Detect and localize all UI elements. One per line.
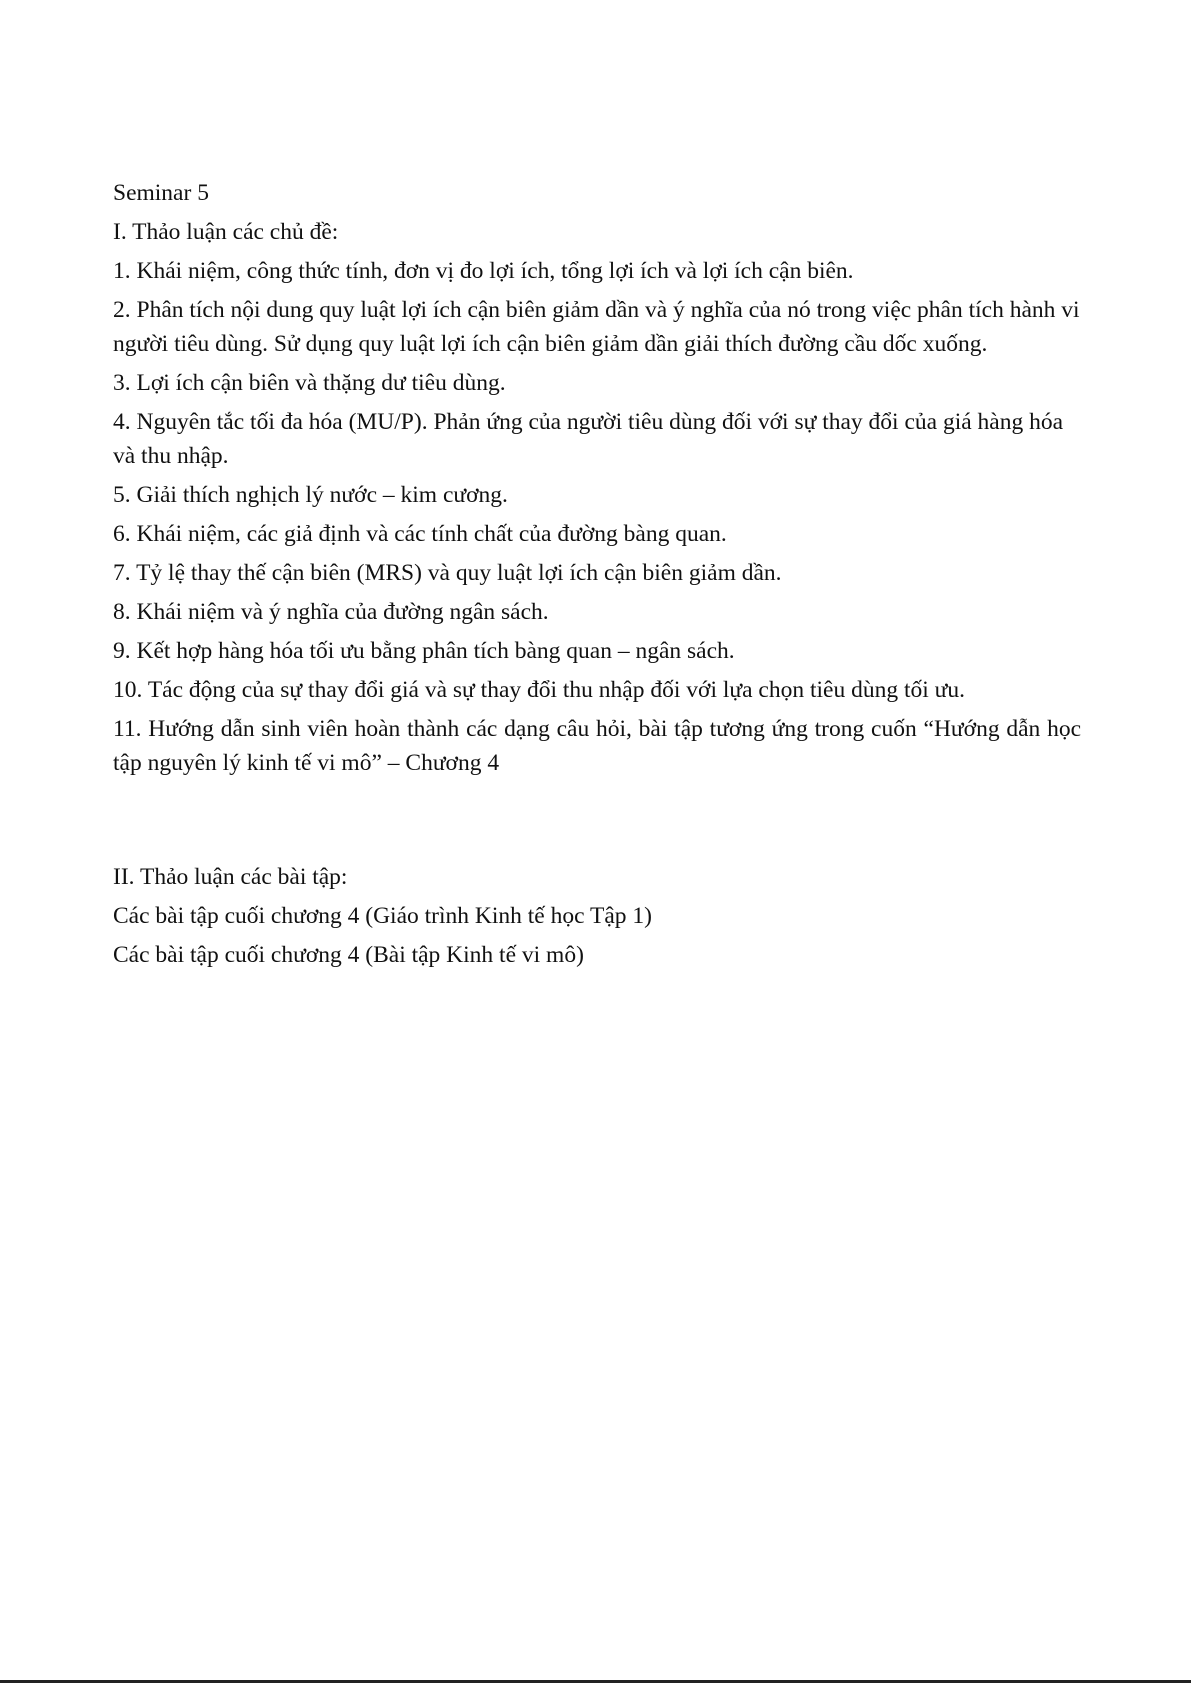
topic-item-5: 5. Giải thích nghịch lý nước – kim cương. bbox=[113, 482, 508, 508]
exercise-item-2: Các bài tập cuối chương 4 (Bài tập Kinh tế vi mô) bbox=[113, 942, 584, 968]
document-heading: Seminar 5 bbox=[113, 180, 209, 206]
topic-item-3: 3. Lợi ích cận biên và thặng dư tiêu dùng. bbox=[113, 370, 506, 396]
exercise-item-1: Các bài tập cuối chương 4 (Giáo trình Kinh tế học Tập 1) bbox=[113, 903, 652, 929]
section-2-title: II. Thảo luận các bài tập: bbox=[113, 864, 348, 890]
topic-item-7: 7. Tỷ lệ thay thế cận biên (MRS) và quy luật lợi ích cận biên giảm dần. bbox=[113, 560, 782, 586]
page-bottom-border bbox=[0, 1680, 1191, 1683]
document-page bbox=[113, 176, 1081, 977]
topic-item-10: 10. Tác động của sự thay đổi giá và sự thay đổi thu nhập đối với lựa chọn tiêu dùng tối ưu. bbox=[113, 677, 966, 703]
topic-item-1: 1. Khái niệm, công thức tính, đơn vị đo lợi ích, tổng lợi ích và lợi ích cận biên. bbox=[113, 258, 854, 284]
topic-item-6: 6. Khái niệm, các giả định và các tính chất của đường bàng quan. bbox=[113, 521, 727, 547]
section-1-title: I. Thảo luận các chủ đề: bbox=[113, 219, 339, 245]
topic-item-4: 4. Nguyên tắc tối đa hóa (MU/P). Phản ứng của người tiêu dùng đối với sự thay đổi của giá hàng hóa và thu nhập. bbox=[113, 409, 1064, 469]
topic-item-8: 8. Khái niệm và ý nghĩa của đường ngân sách. bbox=[113, 599, 549, 625]
topic-item-11: 11. Hướng dẫn sinh viên hoàn thành các dạng câu hỏi, bài tập tương ứng trong cuốn “Hướng dẫn học tập nguyên lý kinh tế vi mô” – Chương 4 bbox=[113, 716, 1081, 776]
topic-item-9: 9. Kết hợp hàng hóa tối ưu bằng phân tích bàng quan – ngân sách. bbox=[113, 638, 735, 664]
topic-item-2: 2. Phân tích nội dung quy luật lợi ích cận biên giảm dần và ý nghĩa của nó trong việc phân tích hành vi người tiêu dùng. Sử dụng quy luật lợi ích cận biên giảm dần giải thích đường cầu dốc xuống. bbox=[113, 297, 1080, 357]
